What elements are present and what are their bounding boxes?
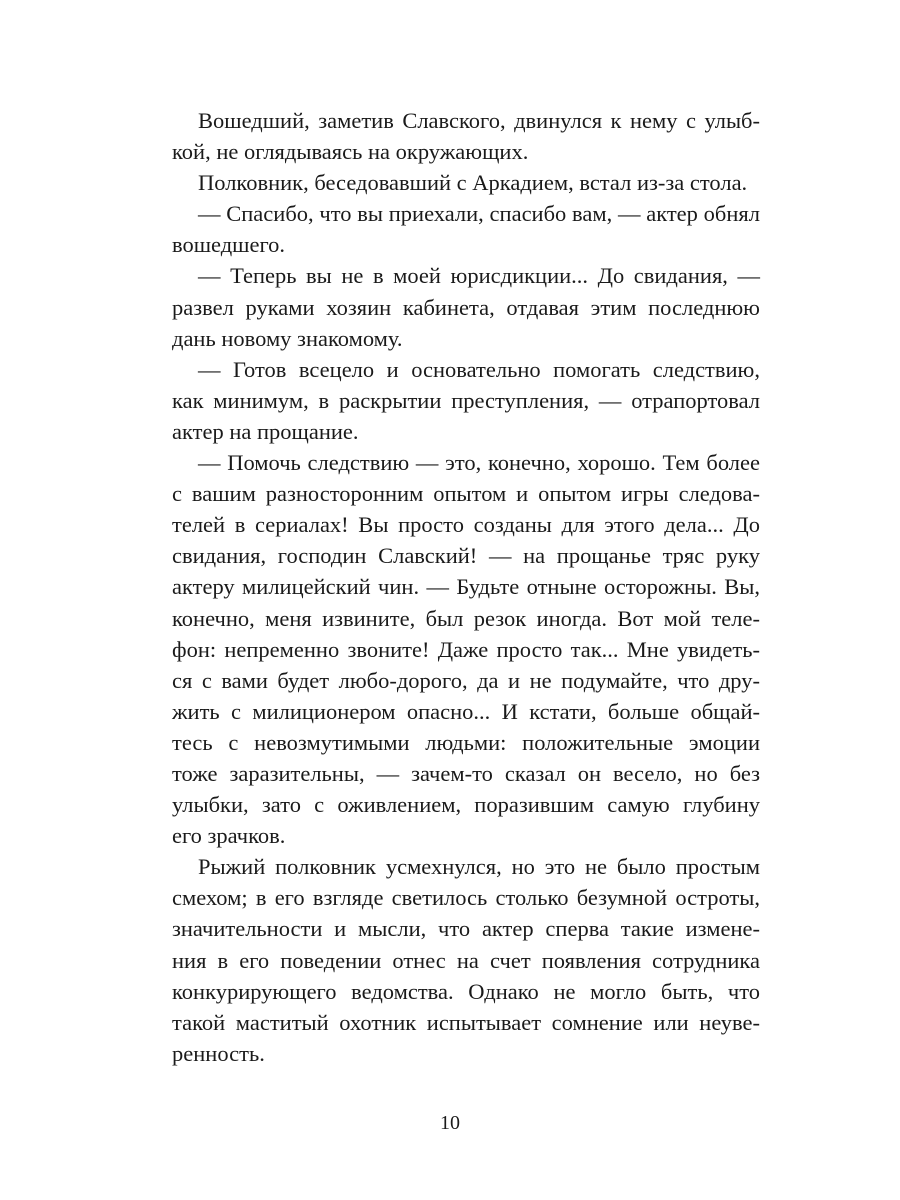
text-line: телей в сериалах! Вы просто созданы для этого дела... До: [172, 512, 760, 538]
text-line: Полковник, беседовавший с Аркадием, встал из-за стола.: [198, 170, 748, 196]
text-line: Рыжий полковник усмехнулся, но это не было простым: [198, 854, 760, 880]
text-line: ренность.: [172, 1040, 265, 1066]
text-line: актер на прощание.: [172, 418, 359, 444]
text-line: жить с милиционером опасно... И кстати, больше общай-: [172, 698, 760, 724]
text-line: дань новому знакомому.: [172, 325, 403, 351]
text-line: смехом; в его взгляде светилось столько безумной остроты,: [172, 885, 760, 911]
text-line: тоже заразительны, — зачем-то сказал он весело, но без: [172, 760, 760, 786]
text-line: фон: непременно звоните! Даже просто так... Мне увидеть-: [172, 636, 760, 662]
text-line: улыбки, зато с оживлением, поразившим самую глубину: [172, 792, 760, 818]
text-line: его зрачков.: [172, 823, 286, 849]
text-line: свидания, господин Славский! — на прощанье тряс руку: [172, 543, 760, 569]
text-line: с вашим разносторонним опытом и опытом игры следова-: [172, 481, 760, 507]
body-text: [172, 105, 760, 1069]
text-line: — Теперь вы не в моей юрисдикции... До свидания, —: [198, 263, 760, 289]
text-line: значительности и мысли, что актер сперва такие измене-: [172, 916, 760, 942]
text-line: как минимум, в раскрытии преступления, — отрапортовал: [172, 387, 760, 413]
text-line: вошедшего.: [172, 232, 286, 258]
page-number: 10: [440, 1112, 460, 1134]
text-line: развел руками хозяин кабинета, отдавая этим последнюю: [172, 294, 760, 320]
text-line: актеру милицейский чин. — Будьте отныне осторожны. Вы,: [172, 574, 760, 600]
text-line: — Готов всецело и основательно помогать следствию,: [198, 356, 760, 382]
text-line: конкурирующего ведомства. Однако не могло быть, что: [172, 978, 760, 1004]
text-line: — Помочь следствию — это, конечно, хорошо. Тем более: [198, 450, 760, 476]
text-line: ния в его поведении отнес на счет появления сотрудника: [172, 947, 760, 973]
text-line: кой, не оглядываясь на окружающих.: [172, 139, 529, 165]
text-line: тесь с невозмутимыми людьми: положительные эмоции: [172, 729, 760, 755]
text-line: конечно, меня извините, был резок иногда. Вот мой теле-: [172, 605, 760, 631]
text-line: Вошедший, заметив Славского, двинулся к нему с улыб-: [198, 108, 760, 133]
text-line: такой маститый охотник испытывает сомнение или неуве-: [172, 1009, 760, 1035]
text-line: ся с вами будет любо-дорого, да и не подумайте, что дру-: [172, 667, 760, 693]
text-line: — Спасибо, что вы приехали, спасибо вам, — актер обнял: [198, 201, 760, 227]
